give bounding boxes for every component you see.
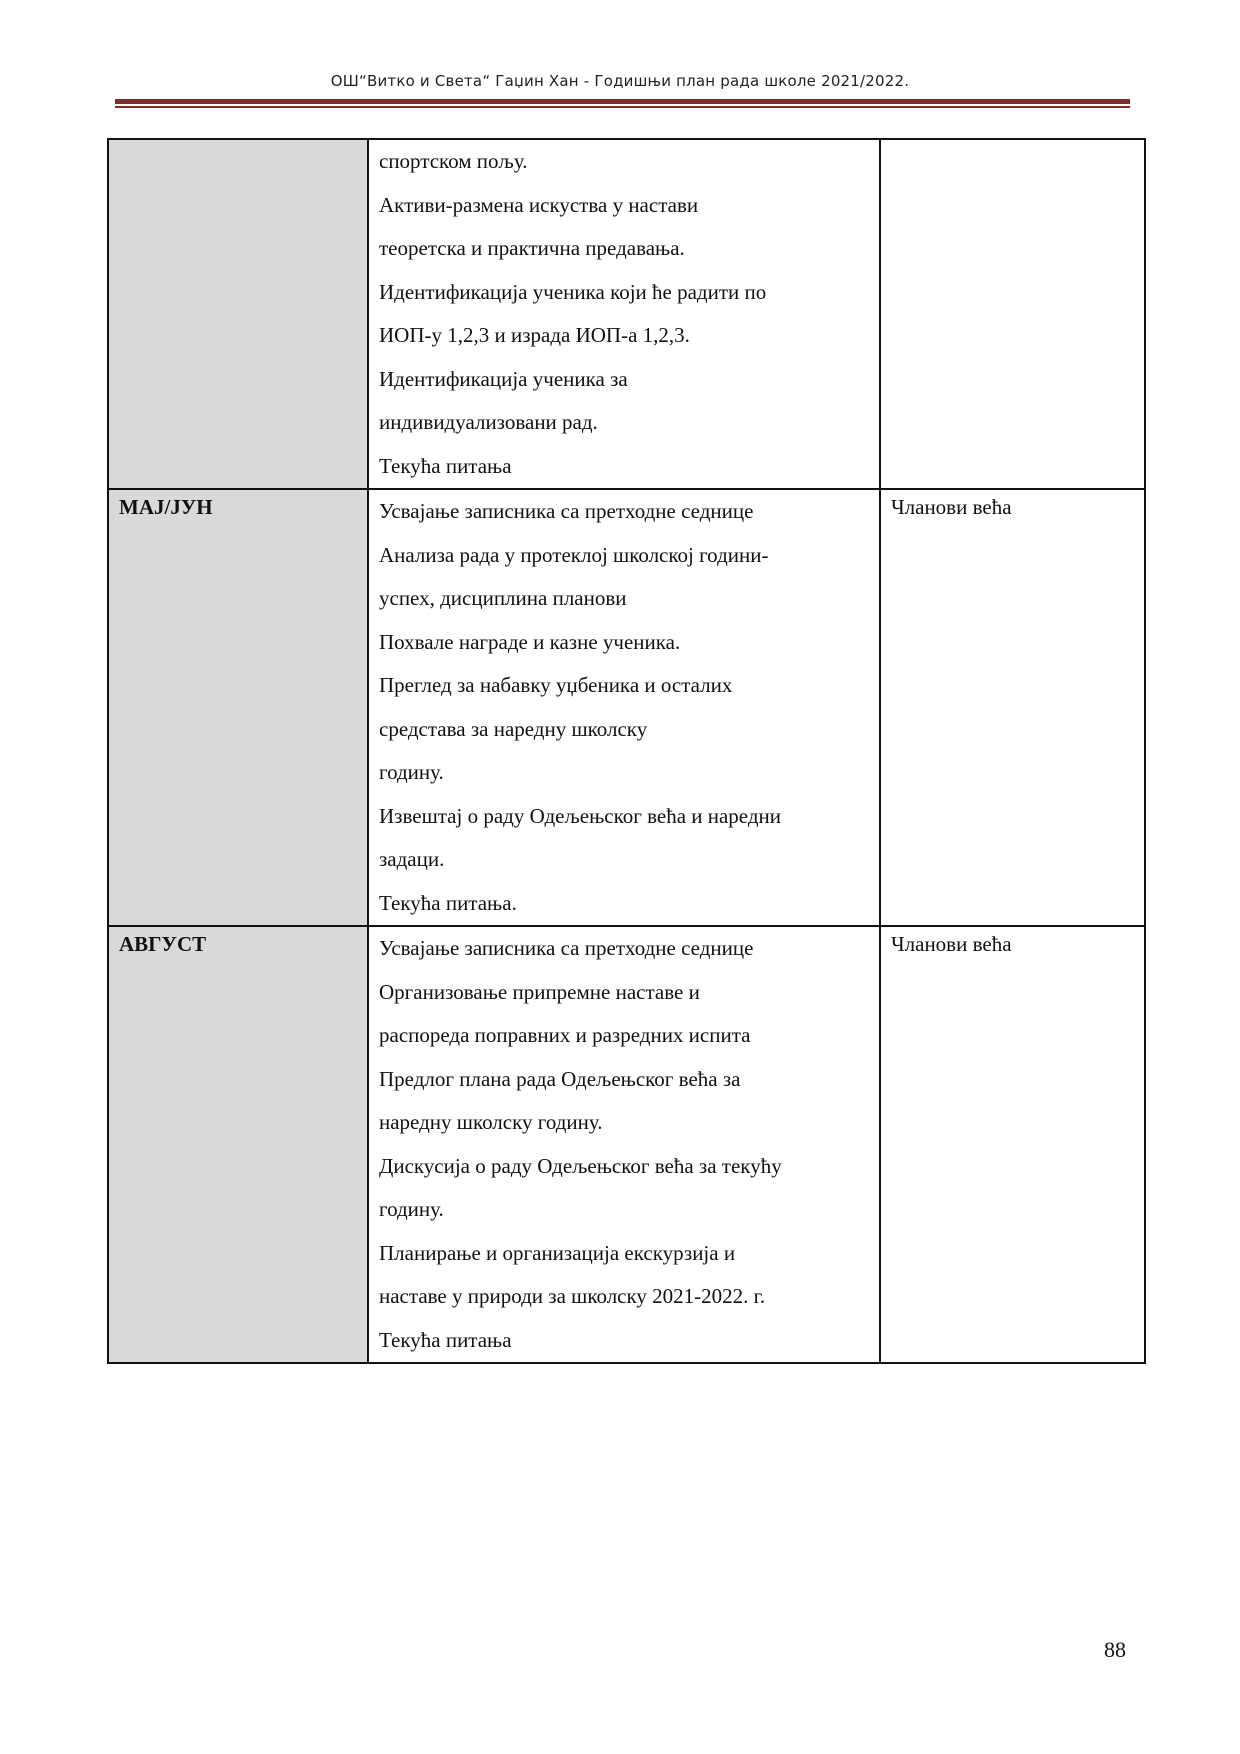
activities-cell — [368, 139, 880, 489]
month-cell — [108, 926, 368, 1363]
list-item: Планирање и организација екскурзија и — [379, 1240, 736, 1265]
list-item: задаци. — [379, 847, 445, 871]
list-item: средстава за наредну школску — [379, 716, 648, 741]
list-item: индивидуализовани рад. — [379, 410, 598, 434]
participants-label: Чланови већа — [891, 932, 1012, 956]
page-number: 88 — [1104, 1637, 1126, 1662]
list-item: Преглед за набавку уџбеника и осталих — [379, 673, 733, 697]
list-item: теоретска и практична предавања. — [379, 236, 685, 260]
list-item: ИОП-у 1,2,3 и израда ИОП-а 1,2,3. — [379, 323, 690, 347]
list-item: Текућа питања. — [379, 890, 517, 915]
list-item: Идентификација ученика за — [379, 366, 628, 391]
list-item: успех, дисциплина планови — [379, 586, 627, 610]
list-item: спортском пољу. — [379, 149, 528, 173]
list-item: распореда поправних и разредних испита — [379, 1023, 751, 1047]
list-item: Текућа питања — [379, 1327, 512, 1352]
work-plan-table — [107, 138, 1146, 1364]
list-item: Анализа рада у протеклој школској години- — [379, 542, 769, 567]
participants-cell — [880, 926, 1145, 1363]
list-item: годину. — [379, 760, 444, 784]
list-item: наредну школску годину. — [379, 1110, 603, 1134]
month-label: АВГУСТ — [119, 932, 207, 956]
participants-cell — [880, 139, 1145, 489]
month-label: МАЈ/ЈУН — [119, 495, 213, 519]
activities-cell — [368, 489, 880, 926]
list-item: Активи-размена искуства у настави — [379, 192, 699, 217]
table-row — [108, 489, 1145, 926]
list-item: наставе у природи за школску 2021-2022. г. — [379, 1284, 766, 1308]
list-item: Организовање припремне наставе и — [379, 979, 700, 1004]
header-rule-thin — [115, 106, 1130, 108]
header-rule-thick — [115, 99, 1130, 104]
month-cell — [108, 139, 368, 489]
activities-list — [369, 927, 879, 1362]
list-item: Извештај о раду Одељењског већа и наредни — [379, 803, 782, 828]
participants-cell — [880, 489, 1145, 926]
page-header-title: ОШ“Витко и Света“ Гаџин Хан - Годишњи план рада школе 2021/2022. — [330, 72, 910, 90]
list-item: Дискусија о раду Одељењског већа за текућу — [379, 1153, 782, 1178]
list-item: Усвајање записника са претходне седнице — [379, 936, 754, 960]
list-item: годину. — [379, 1197, 444, 1221]
month-cell — [108, 489, 368, 926]
list-item: Идентификација ученика који ће радити по — [379, 279, 767, 304]
activities-cell — [368, 926, 880, 1363]
table-row — [108, 926, 1145, 1363]
participants-label: Чланови већа — [891, 495, 1012, 519]
list-item: Усвајање записника са претходне седнице — [379, 499, 754, 523]
activities-list — [369, 140, 879, 488]
table-row — [108, 139, 1145, 489]
list-item: Предлог плана рада Одељењског већа за — [379, 1066, 741, 1091]
list-item: Похвале награде и казне ученика. — [379, 629, 681, 654]
list-item: Текућа питања — [379, 453, 512, 478]
activities-list — [369, 490, 879, 925]
